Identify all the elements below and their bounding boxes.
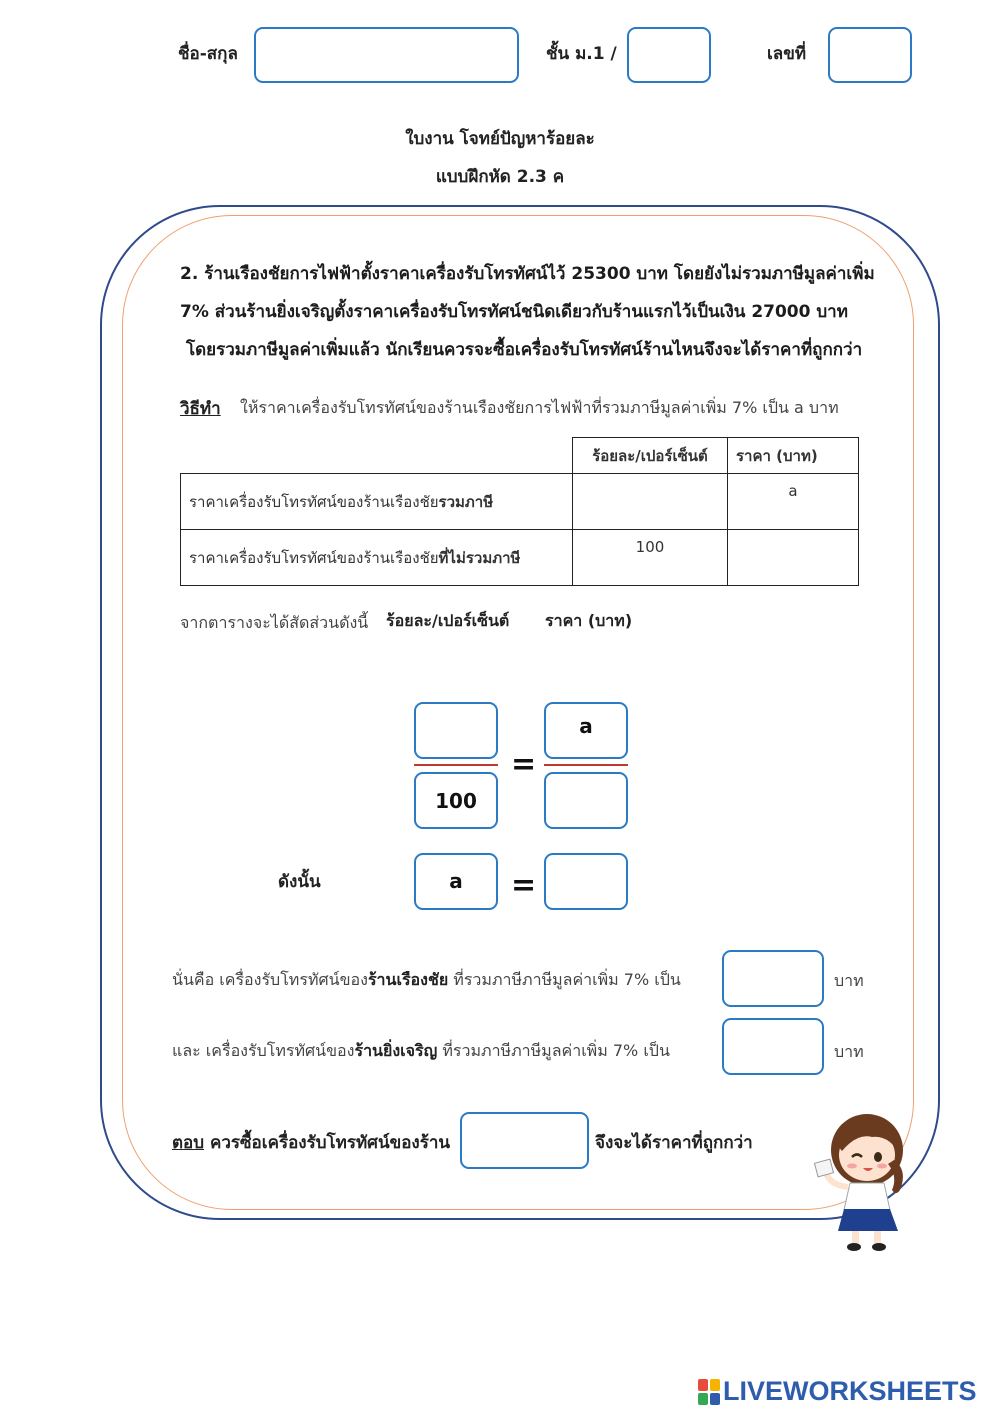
- table-cell-price: a: [728, 474, 859, 530]
- method-label: วิธีทำ: [180, 399, 221, 419]
- conclusion-line-1: นั่นคือ เครื่องรับโทรทัศน์ของร้านเรืองชัย ที่รวมภาษีภาษีมูลค่าเพิ่ม 7% เป็น: [172, 970, 681, 989]
- problem-line-3: โดยรวมภาษีมูลค่าเพิ่มแล้ว นักเรียนควรจะซื้อเครื่องรับโทรทัศน์ร้านไหนจึงจะได้ราคาที่ถูกกว่า: [186, 340, 863, 360]
- exercise-subtitle: แบบฝึกหัด 2.3 ค: [435, 167, 565, 187]
- method-text: ให้ราคาเครื่องรับโทรทัศน์ของร้านเรืองชัยการไฟฟ้าที่รวมภาษีมูลค่าเพิ่ม 7% เป็น a บาท: [240, 398, 839, 417]
- unit-baht: บาท: [834, 1042, 864, 1061]
- table-corner: [181, 438, 573, 474]
- answer-suffix: จึงจะได้ราคาที่ถูกกว่า: [595, 1133, 753, 1153]
- brand-name: LIVEWORKSHEETS: [723, 1376, 977, 1406]
- result-variable-box: a: [414, 853, 498, 910]
- problem-line-2: 7% ส่วนร้านยิ่งเจริญตั้งราคาเครื่องรับโทรทัศน์ชนิดเดียวกับร้านแรกไว้เป็นเงิน 27000 บาท: [180, 302, 848, 322]
- table-header-price: ราคา (บาท): [728, 438, 859, 474]
- unit-baht: บาท: [834, 971, 864, 990]
- number-label: เลขที่: [767, 44, 807, 64]
- right-numerator-box: a: [544, 702, 628, 759]
- left-numerator-input[interactable]: [414, 702, 498, 759]
- left-fraction-line: [414, 764, 498, 766]
- worksheet-title: ใบงาน โจทย์ปัญหาร้อยละ: [405, 129, 595, 149]
- right-denominator-input[interactable]: [544, 772, 628, 829]
- table-row: [181, 474, 859, 530]
- ratio-col-percent: ร้อยละ/เปอร์เซ็นต์: [386, 611, 510, 630]
- liveworksheets-logo: [698, 1376, 977, 1407]
- answer-store-input[interactable]: [460, 1112, 589, 1169]
- class-label: ชั้น ม.1 /: [546, 44, 617, 64]
- equals-sign: =: [511, 868, 537, 903]
- table-cell-percent: [573, 474, 728, 530]
- table-header-percent: ร้อยละ/เปอร์เซ็นต์: [573, 438, 728, 474]
- conclusion-line-2: และ เครื่องรับโทรทัศน์ของร้านยิ่งเจริญ ที่รวมภาษีภาษีมูลค่าเพิ่ม 7% เป็น: [172, 1041, 670, 1060]
- ratio-intro: จากตารางจะได้สัดส่วนดังนี้: [180, 613, 369, 632]
- left-denominator-box: 100: [414, 772, 498, 829]
- equals-sign: =: [511, 747, 537, 782]
- name-input[interactable]: [254, 27, 519, 83]
- table-cell-price: [728, 530, 859, 586]
- problem-line-1: 2. ร้านเรืองชัยการไฟฟ้าตั้งราคาเครื่องรับโทรทัศน์ไว้ 25300 บาท โดยยังไม่รวมภาษีมูลค่าเพิ่ม: [180, 264, 875, 284]
- table-row-label: ราคาเครื่องรับโทรทัศน์ของร้านเรืองชัยรวมภาษี: [181, 474, 573, 530]
- table-row-label: ราคาเครื่องรับโทรทัศน์ของร้านเรืองชัยที่ไม่รวมภาษี: [181, 530, 573, 586]
- table-cell-percent: 100: [573, 530, 728, 586]
- number-input[interactable]: [828, 27, 912, 83]
- ratio-col-price: ราคา (บาท): [545, 611, 633, 630]
- name-label: ชื่อ-สกุล: [178, 44, 238, 64]
- liveworksheets-mark-icon: [698, 1379, 720, 1405]
- student-girl-illustration: [812, 1105, 927, 1255]
- class-input[interactable]: [627, 27, 711, 83]
- therefore-label: ดังนั้น: [278, 872, 321, 892]
- yingcharoen-price-input[interactable]: [722, 1018, 824, 1075]
- table-row: [181, 530, 859, 586]
- ruangchai-price-input[interactable]: [722, 950, 824, 1007]
- right-fraction-line: [544, 764, 628, 766]
- result-value-input[interactable]: [544, 853, 628, 910]
- ratio-table: [180, 437, 859, 586]
- answer-line: ตอบ ควรซื้อเครื่องรับโทรทัศน์ของร้าน: [172, 1133, 451, 1153]
